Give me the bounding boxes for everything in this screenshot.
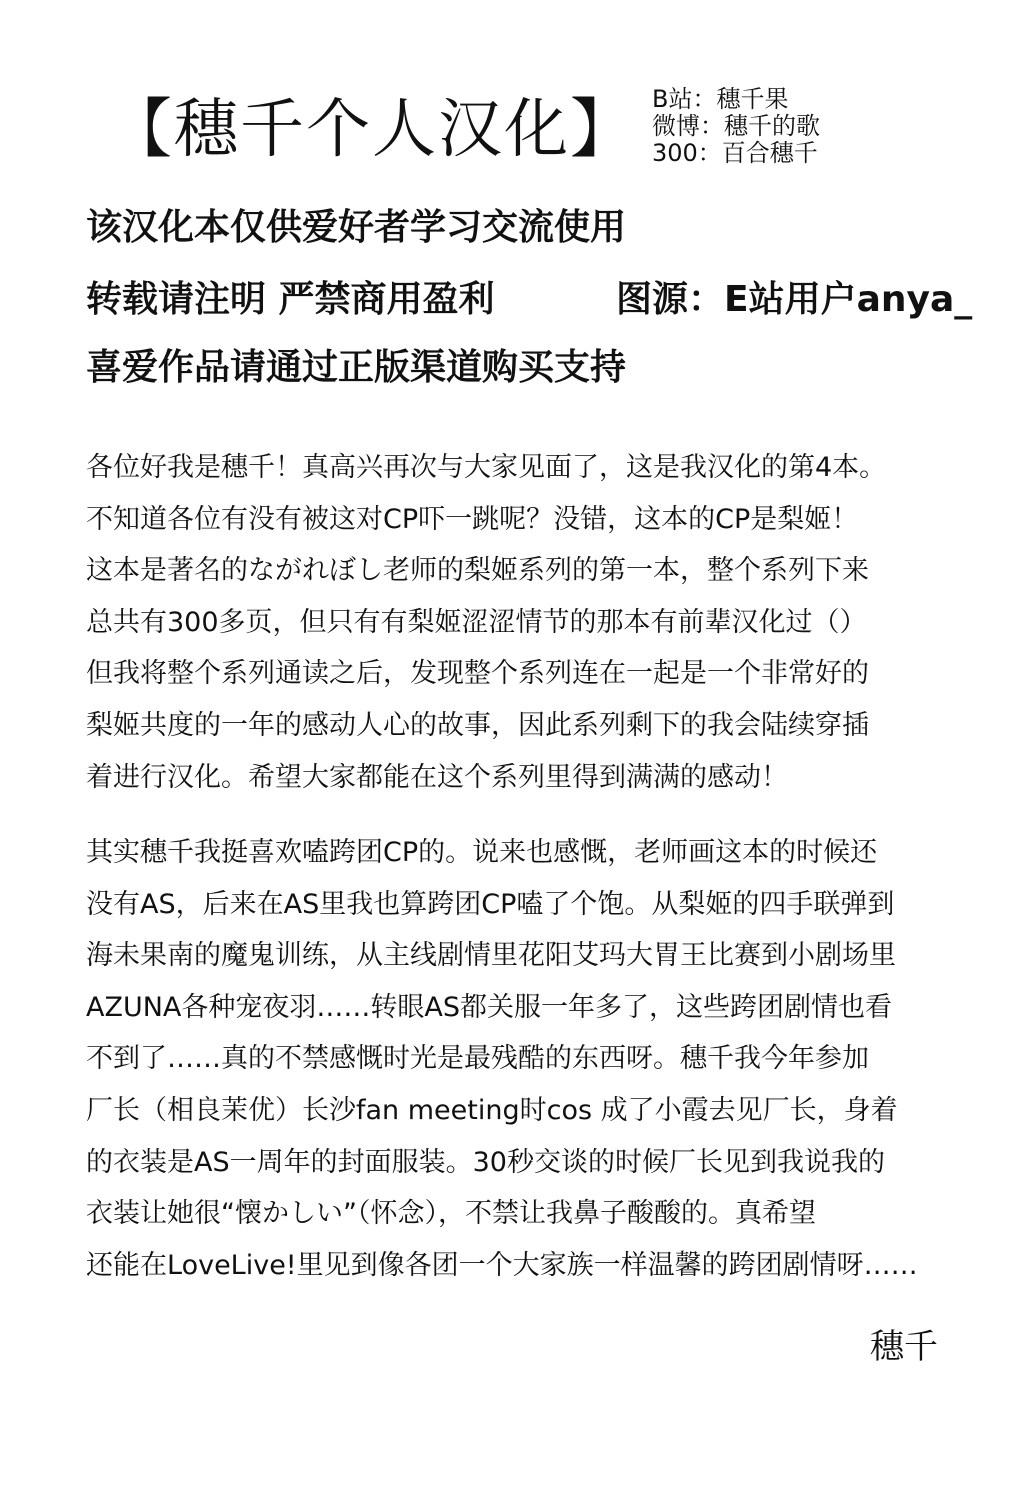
notice-line-1: 该汉化本仅供爱好者学习交流使用 xyxy=(86,207,627,248)
signature: 穗千 xyxy=(870,1327,938,1367)
paragraph-intro xyxy=(86,442,886,803)
paragraph-line: 海未果南的魔鬼训练，从主线剧情里花阳艾玛大胃王比赛到小剧场里 xyxy=(86,940,896,972)
paragraph-line: 其实穗千我挺喜欢嗑跨团CP的。说来也感慨，老师画这本的时候还 xyxy=(86,837,878,868)
paragraph-line: 不到了……真的不禁感慨时光是最残酷的东西呀。穗千我今年参加 xyxy=(86,1043,869,1075)
contact-weibo: 微博：穗千的歌 xyxy=(652,112,820,140)
contact-300: 300：百合穗千 xyxy=(652,139,818,167)
paragraph-line: 各位好我是穗千！真高兴再次与大家见面了，这是我汉化的第4本。 xyxy=(86,452,887,483)
notice-line-3: 喜爱作品请通过正版渠道购买支持 xyxy=(86,347,627,388)
paragraph-afterword xyxy=(86,827,918,1291)
paragraph-line: 的衣装是AS一周年的封面服装。30秒交谈的时候厂长见到我说我的 xyxy=(86,1146,885,1178)
paragraph-line: 梨姬共度的一年的感动人心的故事，因此系列剩下的我会陆续穿插 xyxy=(86,709,869,741)
paragraph-line: 不知道各位有没有被这对CP吓一跳呢？没错，这本的CP是梨姬！ xyxy=(86,503,859,535)
contact-bilibili: B站：穗千果 xyxy=(652,85,789,113)
paragraph-line: 但我将整个系列通读之后，发现整个系列连在一起是一个非常好的 xyxy=(86,658,869,690)
paragraph-line: 还能在LoveLive!里见到像各团一个大家族一样温馨的跨团剧情呀…… xyxy=(86,1249,918,1281)
paragraph-line: 这本是著名的ながれぼし老师的梨姬系列的第一本，整个系列下来 xyxy=(86,555,869,587)
image-source: 图源：E站用户anya_ xyxy=(616,279,973,320)
paragraph-line: 厂长（相良茉优）长沙fan meeting时cos 成了小霞去见厂长，身着 xyxy=(86,1094,898,1126)
contact-info xyxy=(652,86,820,167)
paragraph-line: 总共有300多页，但只有有梨姬涩涩情节的那本有前辈汉化过（） xyxy=(86,606,867,638)
paragraph-line: 着进行汉化。希望大家都能在这个系列里得到满满的感动！ xyxy=(86,761,788,793)
paragraph-line: 衣装让她很“懐かしい”（怀念），不禁让我鼻子酸酸的。真希望 xyxy=(86,1198,816,1230)
page-title: 【穗千个人汉化】 xyxy=(108,93,636,167)
paragraph-line: AZUNA各种宠夜羽……转眼AS都关服一年多了，这些跨团剧情也看 xyxy=(86,991,893,1023)
notice-line-2: 转载请注明 严禁商用盈利 xyxy=(86,279,495,320)
paragraph-line: 没有AS，后来在AS里我也算跨团CP嗑了个饱。从梨姬的四手联弹到 xyxy=(86,888,895,920)
